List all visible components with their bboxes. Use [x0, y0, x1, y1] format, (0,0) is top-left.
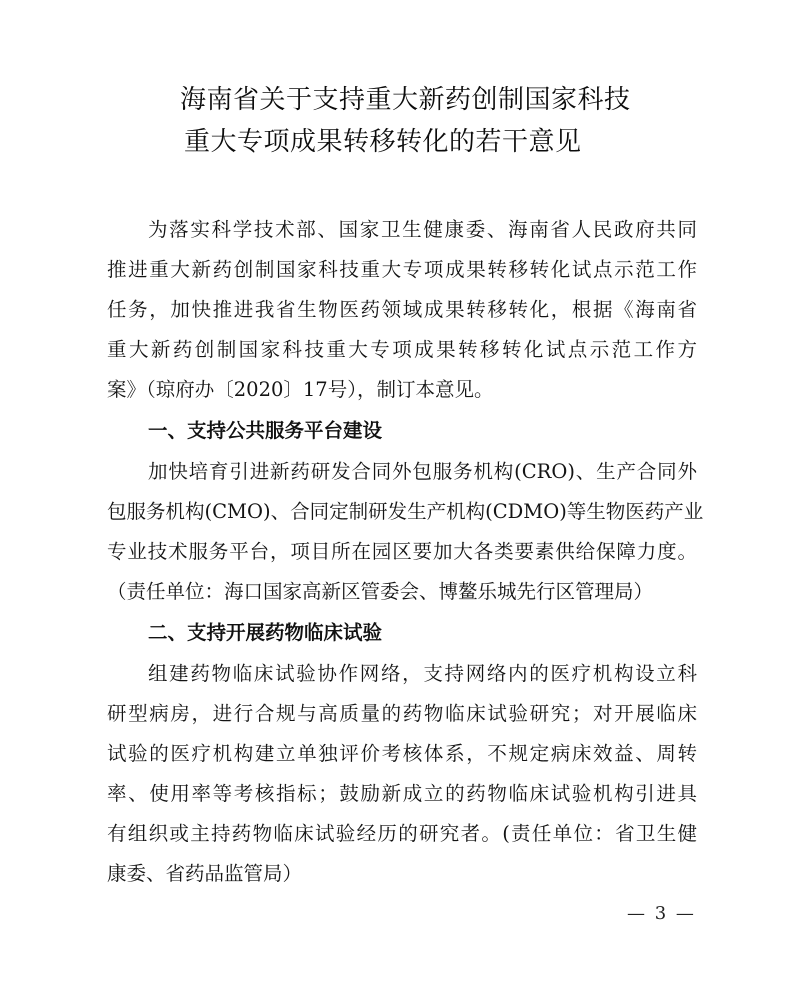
section-2-line: 有组织或主持药物临床试验经历的研究者。(责任单位：省卫生健: [107, 822, 697, 845]
section-2-line: 率、使用率等考核指标；鼓励新成立的药物临床试验机构引进具: [107, 782, 697, 805]
section-1-line: 加快培育引进新药研发合同外包服务机构(CRO)、生产合同外: [148, 460, 697, 483]
document-title: [150, 79, 710, 163]
page-number: — 3 —: [627, 903, 696, 924]
section-1-line: 包服务机构(CMO)、合同定制研发生产机构(CDMO)等生物医药产业: [107, 500, 704, 523]
title-line-1: 海南省关于支持重大新药创制国家科技: [180, 85, 631, 115]
section-2-line: 试验的医疗机构建立单独评价考核体系，不规定病床效益、周转: [107, 742, 697, 765]
intro-line: 案》（琼府办〔2020〕17号），制订本意见。: [107, 378, 494, 401]
section-2-heading: 二、支持开展药物临床试验: [148, 621, 383, 644]
title-line-2: 重大专项成果转移转化的若干意见: [184, 127, 582, 157]
section-2-line: 组建药物临床试验协作网络，支持网络内的医疗机构设立科: [148, 662, 697, 685]
section-2-line: 康委、省药品监管局）: [107, 862, 303, 885]
intro-line: 为落实科学技术部、国家卫生健康委、海南省人民政府共同: [148, 218, 697, 241]
section-1-line: （责任单位：海口国家高新区管委会、博鳌乐城先行区管理局）: [107, 580, 654, 603]
intro-line: 推进重大新药创制国家科技重大专项成果转移转化试点示范工作: [107, 258, 697, 281]
intro-line: 重大新药创制国家科技重大专项成果转移转化试点示范工作方: [107, 338, 697, 361]
intro-line: 任务，加快推进我省生物医药领域成果转移转化，根据《海南省: [107, 298, 697, 321]
section-1-heading: 一、支持公共服务平台建设: [148, 419, 383, 442]
section-2-line: 研型病房，进行合规与高质量的药物临床试验研究；对开展临床: [107, 702, 697, 725]
section-1-line: 专业技术服务平台，项目所在园区要加大各类要素供给保障力度。: [107, 540, 697, 563]
